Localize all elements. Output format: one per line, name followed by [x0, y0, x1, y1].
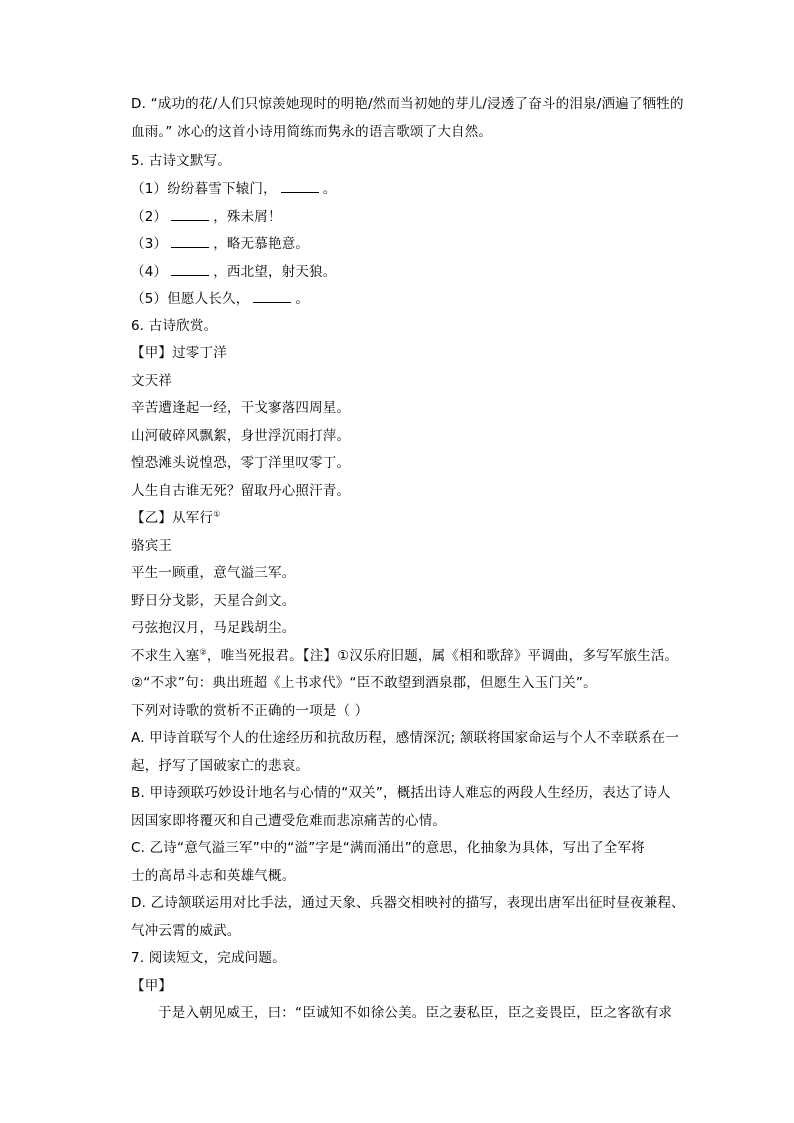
answer-blank[interactable] [171, 233, 209, 248]
answer-blank[interactable] [281, 178, 319, 193]
text: ，唯当死报君。【注】①汉乐府旧题，属《相和歌辞》平调曲，多写军旅生活。 [206, 648, 679, 664]
poem-b-line-1 [131, 563, 295, 583]
poem-a-title [131, 343, 227, 363]
question-6-option-b-line-1 [131, 783, 671, 803]
text: A. 甲诗首联写个人的仕途经历和抗敌历程，感情深沉; 颔联将国家命运与个人不幸联系在一 [131, 730, 680, 746]
text: 平生一顾重，意气溢三军。 [131, 565, 296, 581]
text: D. “成功的花/人们只惊羡她现时的明艳/然而当初她的芽儿/浸透了奋斗的泪泉/洒遍了牺牲的 [131, 96, 684, 112]
question-6-option-b-line-2 [131, 811, 446, 831]
text: 下列对诗歌的赏析不正确的一项是（ ） [131, 703, 369, 719]
text: 血雨。” 冰心的这首小诗用简练而隽永的语言歌颂了大自然。 [131, 124, 493, 140]
dictation-item-1 [131, 178, 337, 199]
text: 【甲】过零丁洋 [131, 345, 227, 361]
dictation-text: （3） [131, 236, 168, 252]
footnote-marker: ② [199, 647, 207, 657]
text: 山河破碎风飘絮，身世浮沉雨打萍。 [131, 428, 351, 444]
passage-a-line-1 [158, 1003, 672, 1023]
question-4-option-d-line-1 [131, 94, 684, 114]
question-6-option-a-line-2 [131, 756, 309, 776]
text: 辛苦遭逢起一经，干戈寥落四周星。 [131, 400, 351, 416]
text: 惶恐滩头说惶恐，零丁洋里叹零丁。 [131, 455, 351, 471]
text: 野日分戈影，天星合剑文。 [131, 593, 296, 609]
dictation-item-4 [131, 261, 337, 282]
question-6-option-d-line-2 [131, 921, 241, 941]
poem-b-author [131, 536, 172, 556]
question-6-option-a-line-1 [131, 728, 679, 748]
dictation-item-3 [131, 233, 309, 254]
text: 【乙】从军行 [131, 510, 214, 526]
dictation-item-2 [131, 206, 282, 227]
question-6-option-c-line-2 [131, 866, 295, 886]
text: 7. 阅读短文，完成问题。 [131, 950, 286, 966]
dictation-text: （5）但愿人长久， [131, 291, 250, 307]
text: 士的高昂斗志和英雄气概。 [131, 868, 296, 884]
text: B. 甲诗颈联巧妙设计地名与心情的“双关”，概括出诗人难忘的两段人生经历，表达了诗人 [131, 785, 671, 801]
footnote-marker: ① [213, 509, 221, 519]
text: 不求生入塞 [131, 648, 200, 664]
question-7-heading [131, 948, 286, 968]
poem-b-title [131, 508, 221, 528]
dictation-text: （2） [131, 209, 168, 225]
question-6-heading [131, 316, 217, 336]
poem-b-line-3 [131, 618, 295, 638]
text: 骆宾王 [131, 538, 173, 554]
dictation-text: （1）纷纷暮雪下辕门， [131, 181, 277, 197]
poem-a-line-2 [131, 426, 350, 446]
dictation-text: ，西北望，射天狼。 [213, 264, 337, 280]
text: 文天祥 [131, 373, 173, 389]
question-6-option-d-line-1 [131, 893, 685, 913]
answer-blank[interactable] [253, 288, 291, 303]
dictation-text: （4） [131, 264, 168, 280]
text: 起，抒写了国破家亡的悲哀。 [131, 758, 310, 774]
question-4-option-d-line-2 [131, 122, 492, 142]
poem-a-line-1 [131, 398, 350, 418]
text: 弓弦抱汉月，马足践胡尘。 [131, 620, 296, 636]
text: D. 乙诗颔联运用对比手法，通过天象、兵器交相映衬的描写，表现出唐军出征时昼夜兼程、 [131, 895, 685, 911]
dictation-text: ，略无慕艳意。 [213, 236, 310, 252]
dictation-item-5 [131, 288, 309, 309]
answer-blank[interactable] [171, 206, 209, 221]
poem-b-line-4-with-note [131, 646, 678, 666]
dictation-text: 。 [295, 291, 310, 307]
poem-a-line-3 [131, 453, 350, 473]
text: 6. 古诗欣赏。 [131, 318, 218, 334]
question-6-prompt [131, 701, 368, 721]
dictation-text: ，殊未屑！ [213, 209, 282, 225]
dictation-text: 。 [322, 181, 337, 197]
text: 于是入朝见威王，曰：“臣诚知不如徐公美。臣之妻私臣，臣之妾畏臣，臣之客欲有求 [158, 1005, 673, 1021]
text: ②“不求”句：典出班超《上书求代》“臣不敢望到酒泉郡，但愿生入玉门关”。 [131, 675, 597, 691]
question-5-heading [131, 151, 231, 171]
text: 因国家即将覆灭和自己遭受危难而悲凉痛苦的心情。 [131, 813, 447, 829]
poem-b-line-2 [131, 591, 295, 611]
poem-a-author [131, 371, 172, 391]
answer-blank[interactable] [171, 261, 209, 276]
text: C. 乙诗“意气溢三军”中的“溢”字是“满而涌出”的意思，化抽象为具体，写出了全军将 [131, 840, 645, 856]
text: 人生自古谁无死？留取丹心照汗青。 [131, 483, 351, 499]
poem-a-line-4 [131, 481, 350, 501]
passage-a-label [131, 976, 172, 996]
text: 5. 古诗文默写。 [131, 153, 231, 169]
text: 【甲】 [131, 978, 173, 994]
text: 气冲云霄的威武。 [131, 923, 241, 939]
poem-b-note-2 [131, 673, 597, 693]
question-6-option-c-line-1 [131, 838, 645, 858]
